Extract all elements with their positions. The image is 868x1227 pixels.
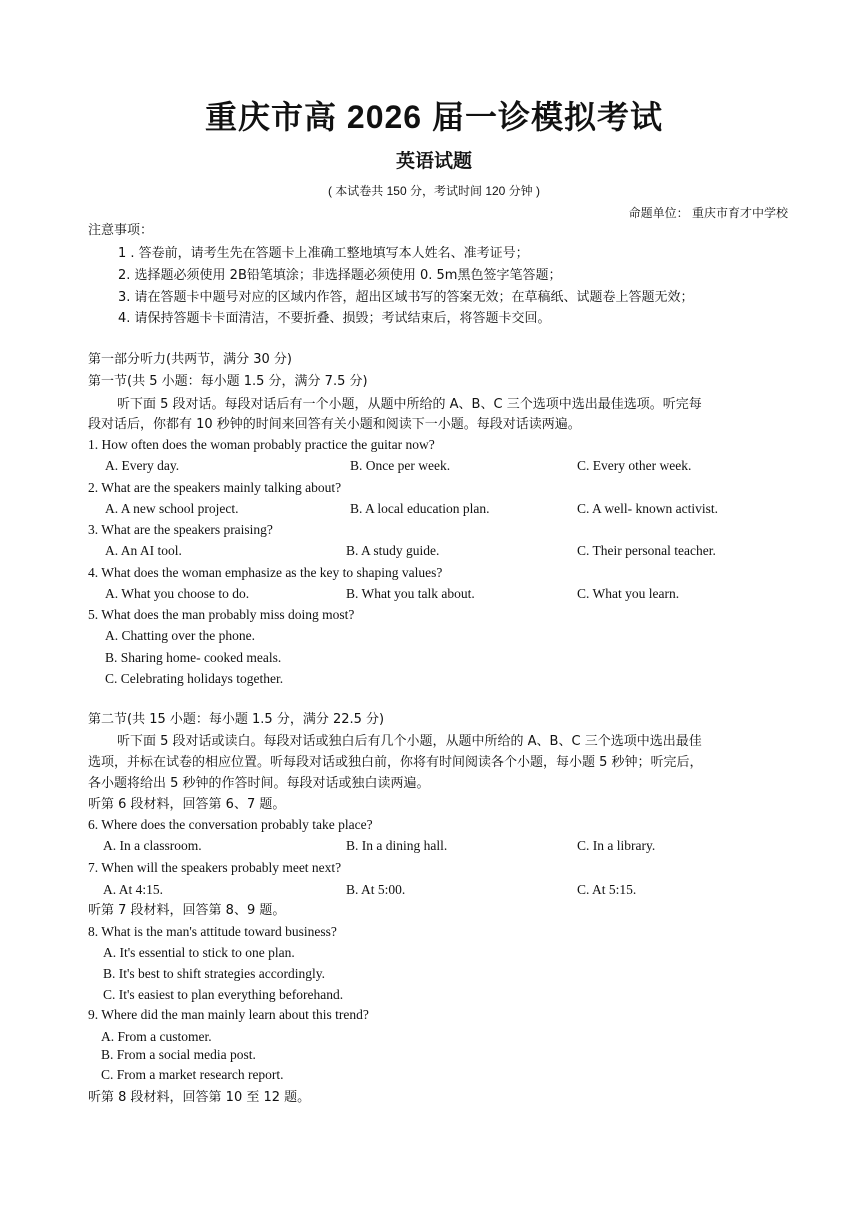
q7-option-b: B. At 5:00. xyxy=(346,882,406,897)
q6-option-a: A. In a classroom. xyxy=(103,838,202,853)
q3-option-b: B. A study guide. xyxy=(346,543,440,558)
section2-intro-line2: 选项，并标在试卷的相应位置。听每段对话或独白前，你将有时间阅读各个小题，每小题 5 秒钟；听完后， xyxy=(88,755,703,770)
question-7: 7. When will the speakers probably meet next? xyxy=(88,860,342,875)
q1-option-c: C. Every other week. xyxy=(577,458,692,473)
page-title: 重庆市高 2026 届一诊模拟考试 xyxy=(205,99,663,135)
q6-option-c: C. In a library. xyxy=(577,838,656,853)
page-subtitle: 英语试题 xyxy=(395,151,472,172)
material-8-heading: 听第 8 段材料，回答第 10 至 12 题。 xyxy=(88,1090,311,1105)
q9-option-a: A. From a customer. xyxy=(101,1029,212,1044)
question-2: 2. What are the speakers mainly talking about? xyxy=(88,480,342,495)
q5-option-a: A. Chatting over the phone. xyxy=(105,628,255,643)
q3-option-c: C. Their personal teacher. xyxy=(577,543,716,558)
q4-option-c: C. What you learn. xyxy=(577,586,680,601)
q2-option-b: B. A local education plan. xyxy=(350,501,490,516)
question-1: 1. How often does the woman probably practice the guitar now? xyxy=(88,437,435,452)
q6-option-b: B. In a dining hall. xyxy=(346,838,448,853)
material-7-heading: 听第 7 段材料，回答第 8、9 题。 xyxy=(88,903,286,918)
q8-option-b: B. It's best to shift strategies accordingly. xyxy=(103,966,326,981)
q4-option-b: B. What you talk about. xyxy=(346,586,475,601)
q8-option-a: A. It's essential to stick to one plan. xyxy=(103,945,295,960)
section2-heading: 第二节(共 15 小题：每小题 1.5 分，满分 22.5 分) xyxy=(88,712,385,727)
q3-option-a: A. An AI tool. xyxy=(105,543,182,558)
question-5: 5. What does the man probably miss doing most? xyxy=(88,607,355,622)
section1-intro-line1: 听下面 5 段对话。每段对话后有一个小题，从题中所给的 A、B、C 三个选项中选出最佳选项。听完每 xyxy=(117,397,702,412)
q5-option-c: C. Celebrating holidays together. xyxy=(105,671,284,686)
section1-intro-line2: 段对话后，你都有 10 秒钟的时间来回答有关小题和阅读下一小题。每段对话读两遍。 xyxy=(88,417,581,432)
q2-option-a: A. A new school project. xyxy=(105,501,239,516)
question-9: 9. Where did the man mainly learn about this trend? xyxy=(88,1007,369,1022)
issuing-unit: 命题单位： 重庆市育才中学校 xyxy=(628,206,788,220)
note-item-4: 4. 请保持答题卡卡面清洁，不要折叠、损毁；考试结束后，将答题卡交回。 xyxy=(118,311,551,326)
q9-option-c: C. From a market research report. xyxy=(101,1067,284,1082)
exam-info: ( 本试卷共 150 分，考试时间 120 分钟 ) xyxy=(327,184,541,198)
q9-option-b: B. From a social media post. xyxy=(101,1047,256,1062)
q5-option-b: B. Sharing home- cooked meals. xyxy=(105,650,282,665)
q4-option-a: A. What you choose to do. xyxy=(105,586,250,601)
section2-intro-line3: 各小题将给出 5 秒钟的作答时间。每段对话或独白读两遍。 xyxy=(88,776,430,791)
question-8: 8. What is the man's attitude toward business? xyxy=(88,924,337,939)
q8-option-c: C. It's easiest to plan everything beforehand. xyxy=(103,987,344,1002)
section2-intro-line1: 听下面 5 段对话或读白。每段对话或独白后有几个小题，从题中所给的 A、B、C 三个选项中选出最佳 xyxy=(117,734,702,749)
section1-heading: 第一节(共 5 小题：每小题 1.5 分，满分 7.5 分) xyxy=(88,374,368,389)
q7-option-a: A. At 4:15. xyxy=(103,882,164,897)
q1-option-a: A. Every day. xyxy=(105,458,180,473)
q2-option-c: C. A well- known activist. xyxy=(577,501,718,516)
part1-heading: 第一部分听力(共两节，满分 30 分) xyxy=(88,352,292,367)
note-item-2: 2. 选择题必须使用 2B铅笔填涂；非选择题必须使用 0. 5m黑色签字笔答题； xyxy=(118,268,562,283)
question-4: 4. What does the woman emphasize as the key to shaping values? xyxy=(88,565,443,580)
notes-heading: 注意事项： xyxy=(88,223,154,238)
question-6: 6. Where does the conversation probably take place? xyxy=(88,817,373,832)
q7-option-c: C. At 5:15. xyxy=(577,882,637,897)
material-6-heading: 听第 6 段材料，回答第 6、7 题。 xyxy=(88,797,286,812)
note-item-3: 3. 请在答题卡中题号对应的区域内作答，超出区域书写的答案无效；在草稿纸、试题卷上答题无效； xyxy=(118,290,694,305)
q1-option-b: B. Once per week. xyxy=(350,458,451,473)
note-item-1: 1 . 答卷前，请考生先在答题卡上准确工整地填写本人姓名、准考证号； xyxy=(118,246,529,261)
question-3: 3. What are the speakers praising? xyxy=(88,522,273,537)
